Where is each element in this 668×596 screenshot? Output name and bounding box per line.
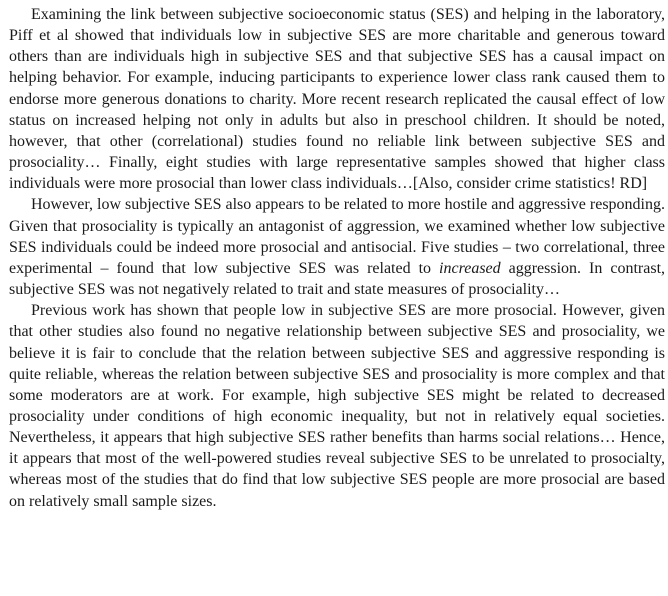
paragraph-3: Previous work has shown that people low in subjective SES are more prosocial. However, given that other studies also found no negative relationship between subjective SES and prosociality, we believe it is fair to conclude that the relation between subjective SES and aggressive responding is quite reliable, whereas the relation between subjective SES and prosociality is more complex and that some moderators are at work. For example, high subjective SES might be related to decreased prosociality under conditions of high economic inequality, but not in relatively equal societies. Nevertheless, it appears that high subjective SES rather benefits than harms social relations… Hence, it appears that most of the well-powered studies reveal subjective SES to be unrelated to prosocialty, whereas most of the studies that do find that low subjective SES people are more prosocial are based on relatively small sample sizes. [9,302,665,510]
emphasized-word: increased [439,259,501,277]
paragraph-2 [9,194,665,300]
paragraph-2-text-before: However, low subjective SES also appears to be related to more hostile and aggressive responding. Given that prosociality is typically an antagonist of aggression, we examined whether low subjective SES individuals could be indeed more prosocial and antisocial. Five studies – two correlational, three experimental – found that low subjective SES was related to [9,196,665,277]
paragraph-1: Examining the link between subjective socioeconomic status (SES) and helping in the laboratory, Piff et al showed that individuals low in subjective SES are more charitable and generous toward others than are individuals high in subjective SES and that subjective SES has a causal impact on helping behavior. For example, inducing participants to experience lower class rank caused them to endorse more generous donations to charity. More recent research replicated the causal effect of low status on increased helping not only in adults but also in preschool children. It should be noted, however, that other (correlational) studies found no reliable link between subjective SES and prosociality… Finally, eight studies with large representative samples showed that higher class individuals were more prosocial than lower class individuals…[Also, consider crime statistics! RD] [9,6,665,193]
paragraph-2-text-after: aggression. In contrast, subjective SES was not negatively related to trait and state measures of prosociality… [9,259,666,299]
document-body [9,4,665,512]
